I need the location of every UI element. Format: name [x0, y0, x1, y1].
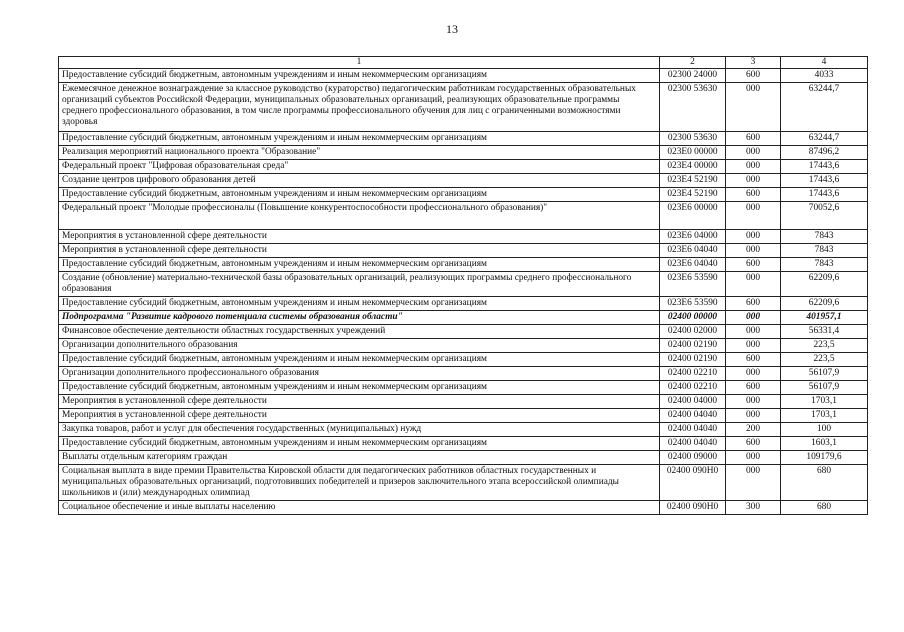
- row-sum: 63244,7: [781, 132, 868, 146]
- table-row: [59, 272, 868, 297]
- row-name: Создание (обновление) материально-технической базы образовательных организаций, реализующих программы среднего профессионального образования: [59, 272, 660, 297]
- row-sum: 4033: [781, 69, 868, 83]
- row-name: Предоставление субсидий бюджетным, автономным учреждениям и иным некоммерческим организациям: [59, 353, 660, 367]
- row-name: Предоставление субсидий бюджетным, автономным учреждениям и иным некоммерческим организациям: [59, 69, 660, 83]
- row-type: 600: [726, 353, 781, 367]
- row-name: Выплаты отдельным категориям граждан: [59, 451, 660, 465]
- row-type: 000: [726, 174, 781, 188]
- row-name: Реализация мероприятий национального проекта "Образование": [59, 146, 660, 160]
- row-code: 023E6 53590: [660, 297, 726, 311]
- row-type: 000: [726, 451, 781, 465]
- row-code: 02300 53630: [660, 132, 726, 146]
- row-code: 02400 02190: [660, 339, 726, 353]
- row-code: 02400 090Н0: [660, 465, 726, 501]
- row-code: 02300 53630: [660, 83, 726, 132]
- row-type: 000: [726, 272, 781, 297]
- row-type: 000: [726, 395, 781, 409]
- row-name: Мероприятия в установленной сфере деятельности: [59, 230, 660, 244]
- subprogram-row: [59, 311, 868, 325]
- row-sum: 7843: [781, 230, 868, 244]
- table-row: [59, 367, 868, 381]
- row-code: 023E0 00000: [660, 146, 726, 160]
- table-row: [59, 188, 868, 202]
- table-row: [59, 83, 868, 132]
- row-type: 000: [726, 367, 781, 381]
- row-code: 023E4 00000: [660, 160, 726, 174]
- table-row: [59, 409, 868, 423]
- table-row: [59, 501, 868, 515]
- row-sum: 223,5: [781, 339, 868, 353]
- row-type: 000: [726, 146, 781, 160]
- row-type: 000: [726, 202, 781, 230]
- row-code: 02400 02210: [660, 367, 726, 381]
- column-header-sum: 4: [781, 57, 868, 69]
- row-type: 600: [726, 258, 781, 272]
- page-number: 13: [446, 22, 458, 36]
- row-name: Федеральный проект "Молодые профессионалы (Повышение конкурентоспособности профессионального образования)": [59, 202, 660, 230]
- column-header-type: 3: [726, 57, 781, 69]
- row-sum: 70052,6: [781, 202, 868, 230]
- row-type: 000: [726, 311, 781, 325]
- table-row: [59, 258, 868, 272]
- row-sum: 680: [781, 501, 868, 515]
- table-row: [59, 297, 868, 311]
- row-code: 02400 09000: [660, 451, 726, 465]
- row-type: 300: [726, 501, 781, 515]
- row-sum: 1703,1: [781, 409, 868, 423]
- row-sum: 56107,9: [781, 367, 868, 381]
- row-sum: 56107,9: [781, 381, 868, 395]
- row-code: 023E4 52190: [660, 174, 726, 188]
- row-code: 02400 00000: [660, 311, 726, 325]
- table-row: [59, 174, 868, 188]
- row-name: Мероприятия в установленной сфере деятельности: [59, 244, 660, 258]
- row-sum: 62209,6: [781, 297, 868, 311]
- row-type: 000: [726, 325, 781, 339]
- row-name: Социальное обеспечение и иные выплаты населению: [59, 501, 660, 515]
- row-name: Федеральный проект "Цифровая образовательная среда": [59, 160, 660, 174]
- row-name: Финансовое обеспечение деятельности областных государственных учреждений: [59, 325, 660, 339]
- table-row: [59, 339, 868, 353]
- row-name: Социальная выплата в виде премии Правительства Кировской области для педагогических работников областных государственных и муниципальных образовательных организаций, подготовивших победителей и призеров заключительного этапа всероссийской олимпиады школьников и (или) международных олимпиад: [59, 465, 660, 501]
- row-type: 200: [726, 423, 781, 437]
- row-code: 02400 090Н0: [660, 501, 726, 515]
- row-type: 000: [726, 409, 781, 423]
- row-sum: 56331,4: [781, 325, 868, 339]
- row-code: 02400 04040: [660, 409, 726, 423]
- table-row: [59, 381, 868, 395]
- row-name: Предоставление субсидий бюджетным, автономным учреждениям и иным некоммерческим организациям: [59, 188, 660, 202]
- row-name: Организации дополнительного профессионального образования: [59, 367, 660, 381]
- column-header-name: 1: [59, 57, 660, 69]
- table-row: [59, 244, 868, 258]
- row-name: Предоставление субсидий бюджетным, автономным учреждениям и иным некоммерческим организациям: [59, 297, 660, 311]
- row-code: 02300 24000: [660, 69, 726, 83]
- row-type: 000: [726, 230, 781, 244]
- row-name: Создание центров цифрового образования детей: [59, 174, 660, 188]
- row-name: Ежемесячное денежное вознаграждение за классное руководство (кураторство) педагогическим работникам государственных образовательных организаций субъектов Российской Федерации, муниципальных образовательных организаций, реализующих образовательные программы среднего профессионального образования, в том числе программы профессионального обучения для лиц с ограниченными возможностями здоровья: [59, 83, 660, 132]
- row-sum: 17443,6: [781, 174, 868, 188]
- row-type: 600: [726, 381, 781, 395]
- row-code: 023E6 04040: [660, 258, 726, 272]
- table-row: [59, 160, 868, 174]
- row-type: 600: [726, 297, 781, 311]
- row-name: Подпрограмма "Развитие кадрового потенциала системы образования области": [59, 311, 660, 325]
- row-code: 023E6 53590: [660, 272, 726, 297]
- row-code: 023E6 04040: [660, 244, 726, 258]
- row-sum: 7843: [781, 258, 868, 272]
- table-row: [59, 202, 868, 230]
- row-sum: 17443,6: [781, 188, 868, 202]
- row-name: Предоставление субсидий бюджетным, автономным учреждениям и иным некоммерческим организациям: [59, 258, 660, 272]
- table-row: [59, 353, 868, 367]
- row-type: 600: [726, 437, 781, 451]
- table-row: [59, 395, 868, 409]
- row-code: 02400 02210: [660, 381, 726, 395]
- row-name: Мероприятия в установленной сфере деятельности: [59, 395, 660, 409]
- row-type: 000: [726, 465, 781, 501]
- budget-table: [58, 56, 868, 515]
- row-code: 02400 04040: [660, 437, 726, 451]
- table-row: [59, 423, 868, 437]
- row-code: 023E4 52190: [660, 188, 726, 202]
- row-type: 000: [726, 339, 781, 353]
- row-type: 000: [726, 244, 781, 258]
- row-name: Мероприятия в установленной сфере деятельности: [59, 409, 660, 423]
- table-row: [59, 451, 868, 465]
- table-row: [59, 465, 868, 501]
- row-type: 600: [726, 69, 781, 83]
- row-sum: 7843: [781, 244, 868, 258]
- row-name: Организации дополнительного образования: [59, 339, 660, 353]
- row-sum: 680: [781, 465, 868, 501]
- row-sum: 223,5: [781, 353, 868, 367]
- table-row: [59, 325, 868, 339]
- row-name: Предоставление субсидий бюджетным, автономным учреждениям и иным некоммерческим организациям: [59, 381, 660, 395]
- row-code: 023E6 00000: [660, 202, 726, 230]
- row-name: Предоставление субсидий бюджетным, автономным учреждениям и иным некоммерческим организациям: [59, 437, 660, 451]
- table-row: [59, 132, 868, 146]
- row-type: 000: [726, 160, 781, 174]
- row-sum: 100: [781, 423, 868, 437]
- row-name: Закупка товаров, работ и услуг для обеспечения государственных (муниципальных) нужд: [59, 423, 660, 437]
- row-sum: 63244,7: [781, 83, 868, 132]
- row-sum: 87496,2: [781, 146, 868, 160]
- row-code: 02400 04000: [660, 395, 726, 409]
- row-sum: 109179,6: [781, 451, 868, 465]
- table-row: [59, 230, 868, 244]
- row-type: 000: [726, 83, 781, 132]
- table-row: [59, 69, 868, 83]
- table-row: [59, 146, 868, 160]
- row-code: 02400 04040: [660, 423, 726, 437]
- table-row: [59, 437, 868, 451]
- table-header-row: [59, 57, 868, 69]
- row-sum: 1603,1: [781, 437, 868, 451]
- column-header-code: 2: [660, 57, 726, 69]
- row-sum: 17443,6: [781, 160, 868, 174]
- row-code: 02400 02190: [660, 353, 726, 367]
- row-type: 600: [726, 132, 781, 146]
- row-sum: 401957,1: [781, 311, 868, 325]
- row-code: 023E6 04000: [660, 230, 726, 244]
- row-name: Предоставление субсидий бюджетным, автономным учреждениям и иным некоммерческим организациям: [59, 132, 660, 146]
- row-type: 600: [726, 188, 781, 202]
- row-sum: 62209,6: [781, 272, 868, 297]
- row-code: 02400 02000: [660, 325, 726, 339]
- row-sum: 1703,1: [781, 395, 868, 409]
